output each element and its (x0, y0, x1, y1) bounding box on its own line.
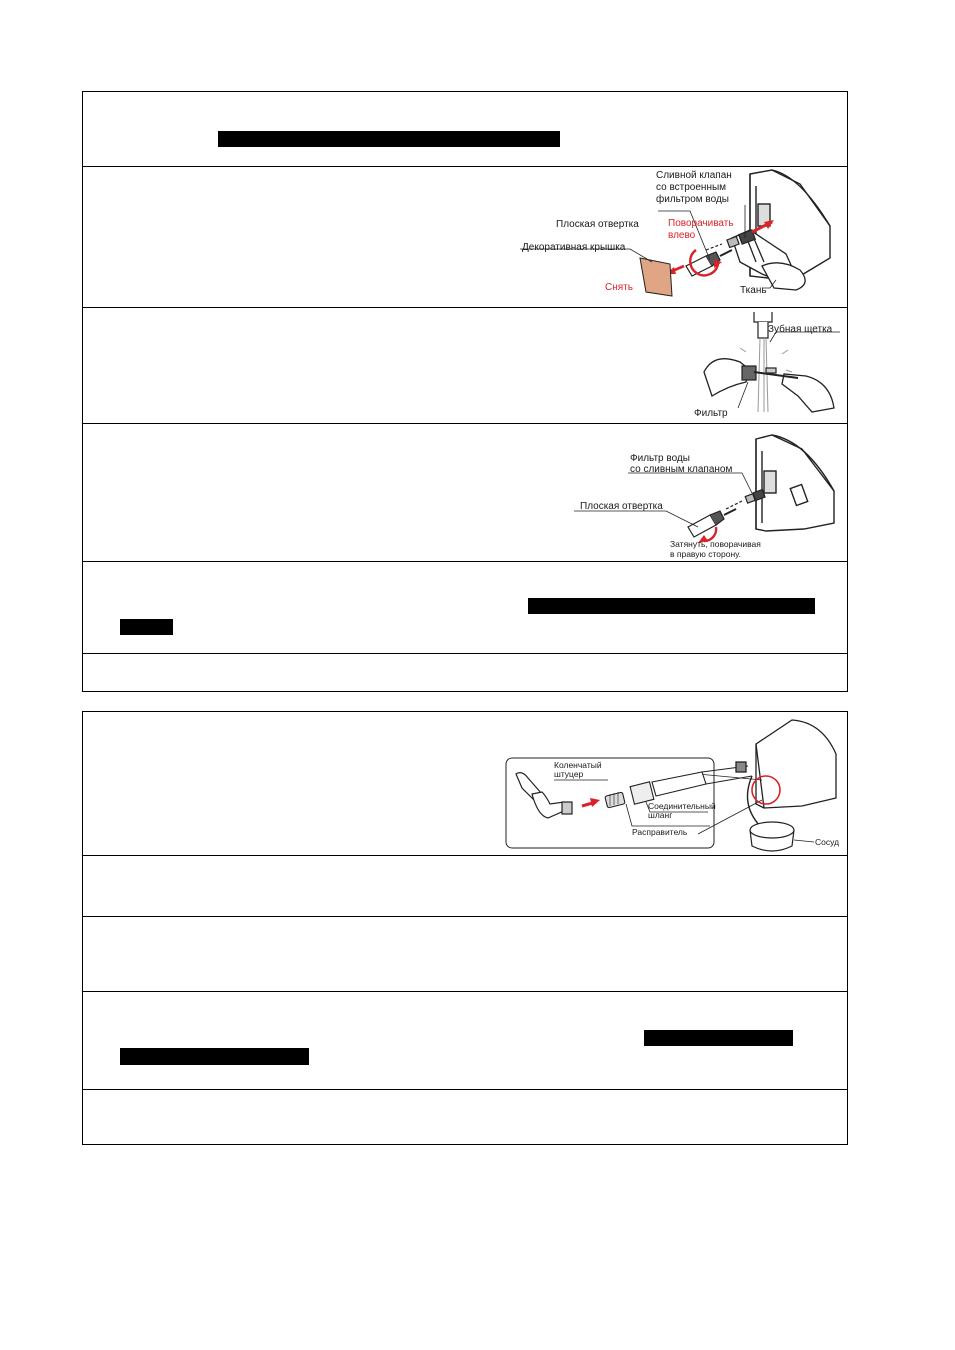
hands-illustration (704, 359, 834, 412)
label-toothbrush: Зубная щетка (768, 324, 833, 335)
row-6 (83, 653, 847, 693)
label-rotate: Поворачивать (668, 218, 734, 229)
vessel-illustration (750, 822, 794, 851)
label-filter: Фильтр (694, 408, 728, 419)
label-connecting-hose: Соединительный (648, 801, 716, 811)
label-elbow-fitting: Коленчатый (554, 760, 602, 770)
label-tighten-2: в правую сторону. (670, 549, 741, 559)
label-water-filter-2: со сливным клапаном (630, 464, 733, 475)
redacted-text-block (528, 598, 815, 614)
label-cloth: Ткань (740, 285, 767, 296)
label-drain-valve-3: фильтром воды (656, 194, 729, 205)
screwdriver-illustration (688, 509, 736, 537)
redacted-text-block (218, 131, 560, 147)
label-rotate-2: влево (668, 230, 696, 241)
label-tighten: Затянуть, поворачивая (670, 539, 761, 549)
machine-body-illustration (756, 435, 834, 531)
row-4 (83, 991, 847, 1089)
row-5 (83, 1089, 847, 1146)
label-screwdriver: Плоская отвертка (556, 219, 639, 230)
label-water-filter: Фильтр воды (630, 453, 690, 464)
label-screwdriver: Плоская отвертка (580, 501, 663, 512)
redacted-text-block (120, 1048, 309, 1065)
label-elbow-fitting-2: штуцер (554, 769, 584, 779)
label-connecting-hose-2: шланг (648, 810, 673, 820)
redacted-text-block (120, 619, 173, 635)
label-vessel: Сосуд (815, 837, 840, 847)
label-drain-valve: Сливной клапан (656, 170, 732, 181)
label-drain-valve-2: со встроенным (656, 182, 727, 193)
row-2 (83, 855, 847, 916)
valve-parts-illustration (726, 490, 765, 509)
row-1 (83, 92, 847, 166)
machine-body-illustration (736, 720, 836, 808)
label-decorative-cover: Декоративная крышка (522, 242, 626, 253)
redacted-text-block (644, 1030, 793, 1046)
label-remove: Снять (605, 282, 633, 293)
figure-clean-filter (694, 312, 844, 424)
figure-remove-drain-valve (500, 166, 848, 306)
decorative-cover-illustration (640, 258, 672, 296)
row-5 (83, 561, 847, 653)
label-straightener: Расправитель (632, 827, 688, 837)
row-3 (83, 916, 847, 991)
figure-install-filter (566, 431, 842, 563)
figure-hose-straightener (502, 714, 846, 856)
